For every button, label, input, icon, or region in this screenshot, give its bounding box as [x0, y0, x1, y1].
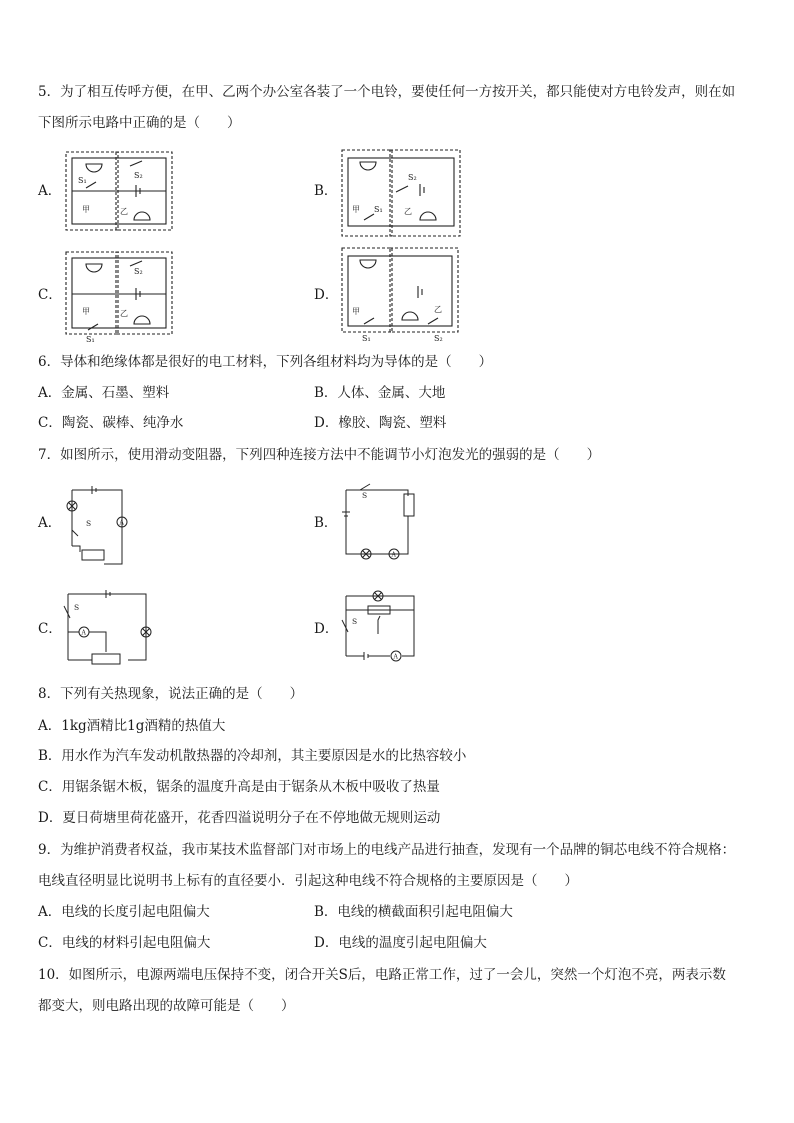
q5a-label-jia: 甲 — [82, 205, 90, 214]
q9-option-d[interactable]: D．电线的温度引起电阻偏大 — [314, 935, 487, 951]
q10-stem-line2: 都变大，则电路出现的故障可能是（ ） — [38, 998, 295, 1014]
q5c-label-s2: S₂ — [134, 267, 143, 276]
q6-option-c[interactable]: C．陶瓷、碳棒、纯净水 — [38, 415, 184, 431]
q5-stem-line1: 5．为了相互传呼方便，在甲、乙两个办公室各装了一个电铃，要使任何一方按开关，都只能使对方电铃发声，则在如 — [38, 84, 736, 100]
q5d-label-jia: 甲 — [352, 307, 360, 316]
q5-option-d-label: D． — [314, 287, 339, 303]
q7-stem: 7．如图所示，使用滑动变阻器，下列四种连接方法中不能调节小灯泡发光的强弱的是（ ） — [38, 447, 601, 463]
q8-option-a[interactable]: A．1kg酒精比1g酒精的热值大 — [38, 718, 226, 734]
q7-circuit-b — [338, 480, 430, 564]
q5-circuit-a — [64, 150, 174, 232]
q5c-label-jia: 甲 — [82, 307, 90, 316]
q5d-label-s2: S₂ — [434, 334, 443, 343]
q7-circuit-d — [340, 586, 422, 666]
q8-option-d[interactable]: D．夏日荷塘里荷花盛开，花香四溢说明分子在不停地做无规则运动 — [38, 810, 441, 826]
q7c-label-s: S — [74, 603, 80, 612]
q5b-label-s1: S₁ — [374, 205, 383, 214]
q5c-label-s1: S₁ — [86, 335, 95, 344]
q7d-label-s: S — [352, 617, 358, 626]
q5-circuit-b — [340, 148, 462, 238]
q6-option-b[interactable]: B．人体、金属、大地 — [314, 385, 446, 401]
q5d-label-yi: 乙 — [434, 305, 442, 314]
q6-option-d[interactable]: D．橡胶、陶瓷、塑料 — [314, 415, 447, 431]
q9-option-c[interactable]: C．电线的材料引起电阻偏大 — [38, 935, 211, 951]
q5d-label-s1: S₁ — [362, 334, 371, 343]
q5-stem-line2: 下图所示电路中正确的是（ ） — [38, 115, 241, 131]
q7b-label-s: S — [362, 491, 368, 500]
q7c-label-ammeter: A — [81, 629, 86, 637]
q5-option-c-label: C． — [38, 287, 62, 303]
q5-option-b-label: B． — [314, 183, 338, 199]
q7-circuit-c — [62, 586, 160, 666]
q5a-label-s1: S₁ — [78, 176, 87, 185]
q7-option-d-label: D． — [314, 621, 339, 637]
q9-stem-line1: 9．为维护消费者权益，我市某技术监督部门对市场上的电线产品进行抽查，发现有一个品牌的铜芯电线不符合规格： — [38, 842, 736, 858]
q5b-label-s2: S₂ — [408, 173, 417, 182]
q5b-label-jia: 甲 — [352, 205, 360, 214]
q5c-label-yi: 乙 — [120, 309, 128, 318]
q8-option-c[interactable]: C．用锯条锯木板，锯条的温度升高是由于锯条从木板中吸收了热量 — [38, 779, 440, 795]
q7d-label-ammeter: A — [393, 653, 398, 661]
q7a-label-s: S — [86, 519, 92, 528]
q8-stem: 8．下列有关热现象，说法正确的是（ ） — [38, 686, 304, 702]
q7b-label-ammeter: A — [391, 551, 396, 559]
q5b-label-yi: 乙 — [404, 207, 412, 216]
q7-option-c-label: C． — [38, 621, 62, 637]
q7-option-a-label: A． — [38, 515, 62, 531]
q7-option-b-label: B． — [314, 515, 338, 531]
q10-stem-line1: 10．如图所示，电源两端电压保持不变，闭合开关S后，电路正常工作，过了一会儿，突然一个灯泡不亮，两表示数 — [38, 967, 726, 983]
q6-option-a[interactable]: A．金属、石墨、塑料 — [38, 385, 170, 401]
q9-option-a[interactable]: A．电线的长度引起电阻偏大 — [38, 904, 210, 920]
q5a-label-s2: S₂ — [134, 171, 143, 180]
q5-circuit-c — [64, 250, 174, 346]
q8-option-b[interactable]: B．用水作为汽车发动机散热器的冷却剂，其主要原因是水的比热容较小 — [38, 748, 467, 764]
q7a-label-ammeter: A — [119, 519, 124, 527]
q5a-label-yi: 乙 — [120, 207, 128, 216]
q6-stem: 6．导体和绝缘体都是很好的电工材料，下列各组材料均为导体的是（ ） — [38, 354, 493, 370]
q9-stem-line2: 电线直径明显比说明书上标有的直径要小．引起这种电线不符合规格的主要原因是（ ） — [38, 873, 578, 889]
q7-circuit-a — [62, 480, 132, 572]
q5-circuit-d — [340, 246, 462, 344]
q9-option-b[interactable]: B．电线的横截面积引起电阻偏大 — [314, 904, 513, 920]
q5-option-a-label: A． — [38, 183, 62, 199]
